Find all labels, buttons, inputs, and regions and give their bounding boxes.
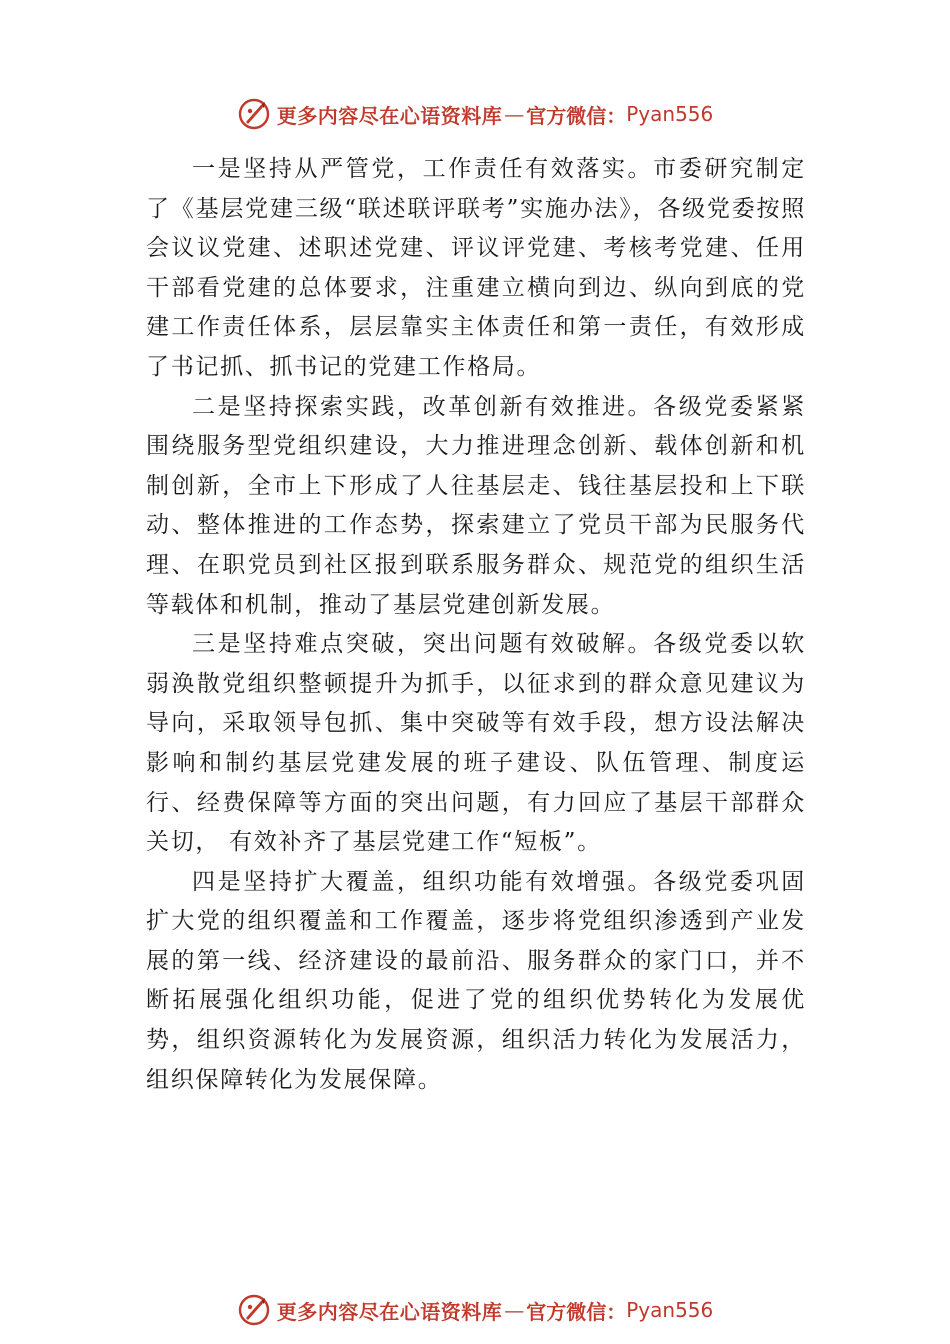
footer-banner: [0, 1290, 950, 1330]
paragraph: 一是坚持从严管党，工作责任有效落实。市委研究制定了《基层党建三级“联述联评联考”实施办法》，各级党委按照会议议党建、述职述党建、评议评党建、考核考党建、任用干部看党建的总体要求，注重建立横向到边、纵向到底的党建工作责任体系，层层靠实主体责任和第一责任，有效形成了书记抓、抓书记的党建工作格局。: [146, 156, 806, 380]
document-body: [146, 150, 806, 1100]
site-name: 更多内容尽在心语资料库: [276, 103, 503, 128]
wechat-id: Pyan556: [626, 1298, 714, 1322]
wechat-label: 官方微信：: [526, 103, 627, 128]
banner-dash: —: [504, 1298, 525, 1322]
quill-seal-icon: [237, 1293, 271, 1327]
paragraph: 三是坚持难点突破，突出问题有效破解。各级党委以软弱涣散党组织整顿提升为抓手，以征求到的群众意见建议为导向，采取领导包抓、集中突破等有效手段，想方设法解决影响和制约基层党建发展的班子建设、队伍管理、制度运行、经费保障等方面的突出问题，有力回应了基层干部群众关切， 有效补齐了基层党建工作“短板”。: [146, 631, 806, 856]
wechat-id: Pyan556: [626, 102, 714, 126]
header-banner: [0, 94, 950, 134]
wechat-label: 官方微信：: [526, 1299, 627, 1324]
paragraph: 四是坚持扩大覆盖，组织功能有效增强。各级党委巩固扩大党的组织覆盖和工作覆盖，逐步将党组织渗透到产业发展的第一线、经济建设的最前沿、服务群众的家门口，并不断拓展强化组织功能，促进了党的组织优势转化为发展优势，组织资源转化为发展资源，组织活力转化为发展活力，组织保障转化为发展保障。: [146, 868, 806, 1093]
paragraph: 二是坚持探索实践，改革创新有效推进。各级党委紧紧围绕服务型党组织建设，大力推进理念创新、载体创新和机制创新，全市上下形成了人往基层走、钱往基层投和上下联动、整体推进的工作态势，探索建立了党员干部为民服务代理、在职党员到社区报到联系服务群众、规范党的组织生活等载体和机制，推动了基层党建创新发展。: [146, 393, 806, 618]
banner-dash: —: [504, 102, 525, 126]
quill-seal-icon: [237, 97, 271, 131]
site-name: 更多内容尽在心语资料库: [276, 1299, 503, 1324]
